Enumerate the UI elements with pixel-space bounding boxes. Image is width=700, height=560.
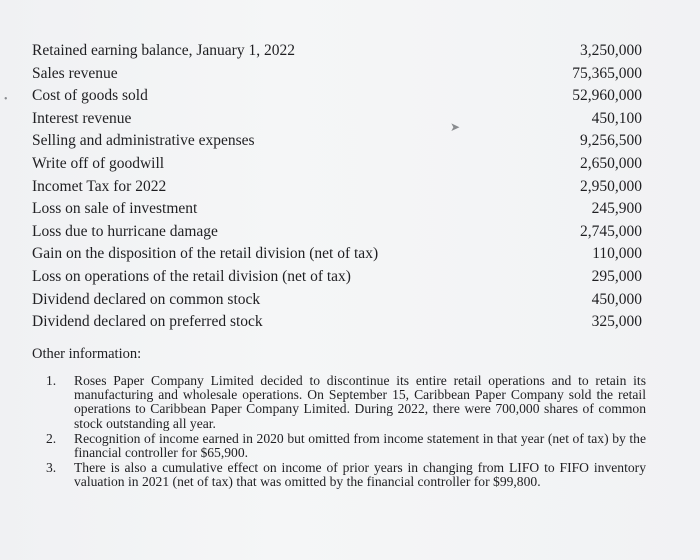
line-item-label: Interest revenue — [32, 109, 132, 127]
line-item-row — [32, 63, 642, 86]
line-item-value: 3,250,000 — [580, 42, 642, 59]
line-item-row — [32, 176, 642, 199]
stray-mark: • — [4, 94, 8, 105]
line-item-value: 2,650,000 — [580, 154, 642, 172]
line-item-row — [32, 153, 642, 176]
line-item-value: 245,900 — [591, 200, 642, 218]
note-number: 3. — [46, 460, 57, 476]
line-item-row — [32, 85, 642, 108]
line-items-list — [32, 40, 642, 334]
note-item — [46, 432, 646, 460]
line-item-value: 75,365,000 — [572, 64, 642, 82]
other-information-title: Other information: — [32, 346, 142, 362]
notes-list — [46, 374, 646, 491]
note-item — [46, 374, 646, 431]
line-item-row — [32, 198, 642, 221]
line-item-row — [32, 108, 642, 131]
line-item-value: 450,000 — [591, 290, 642, 308]
line-item-label: Incomet Tax for 2022 — [32, 177, 167, 195]
line-item-row — [32, 289, 642, 312]
note-number: 1. — [46, 373, 57, 388]
line-item-label: Sales revenue — [32, 64, 118, 82]
line-item-value: 52,960,000 — [572, 87, 642, 105]
line-item-value: 325,000 — [591, 313, 642, 331]
line-item-row — [32, 40, 642, 63]
note-text: Roses Paper Company Limited decided to discontinue its entire retail operations and to retain its manufacturing and wholesale operations. On September 15, Caribbean Paper Company sold the retail operations to Caribbean Paper Company Limited. During 2022, there were 700,000 shares of common stock outstanding all year. — [74, 373, 646, 431]
line-item-row — [32, 221, 642, 244]
line-item-label: Loss on sale of investment — [32, 200, 198, 218]
line-item-label: Selling and administrative expenses — [32, 132, 255, 150]
line-item-row — [32, 243, 642, 266]
line-item-label: Retained earning balance, January 1, 2022 — [32, 42, 295, 59]
line-item-label: Dividend declared on preferred stock — [32, 313, 263, 331]
line-item-row — [32, 266, 642, 289]
line-item-row — [32, 130, 642, 153]
note-text: There is also a cumulative effect on income of prior years in changing from LIFO to FIFO inventory valuation in 2021 (net of tax) that was omitted by the financial controller for $99,800. — [74, 460, 646, 490]
note-item — [46, 461, 646, 489]
line-item-row — [32, 311, 642, 334]
line-item-value: 110,000 — [592, 245, 642, 263]
line-item-value: 295,000 — [591, 267, 642, 285]
line-item-value: 2,950,000 — [580, 177, 642, 195]
line-item-label: Cost of goods sold — [32, 87, 148, 105]
line-item-label: Loss due to hurricane damage — [32, 222, 218, 240]
line-item-label: Loss on operations of the retail division (net of tax) — [32, 267, 351, 285]
line-item-label: Write off of goodwill — [32, 154, 165, 172]
line-item-value: 9,256,500 — [580, 132, 642, 150]
line-item-label: Gain on the disposition of the retail division (net of tax) — [32, 245, 379, 263]
line-item-label: Dividend declared on common stock — [32, 290, 261, 308]
line-item-value: 2,745,000 — [580, 222, 642, 240]
note-text: Recognition of income earned in 2020 but omitted from income statement in that year (net of tax) by the financial controller for $65,900. — [74, 430, 646, 461]
note-number: 2. — [46, 430, 57, 446]
cursor-mark: ➤ — [450, 120, 461, 134]
line-item-value: 450,100 — [591, 109, 642, 127]
